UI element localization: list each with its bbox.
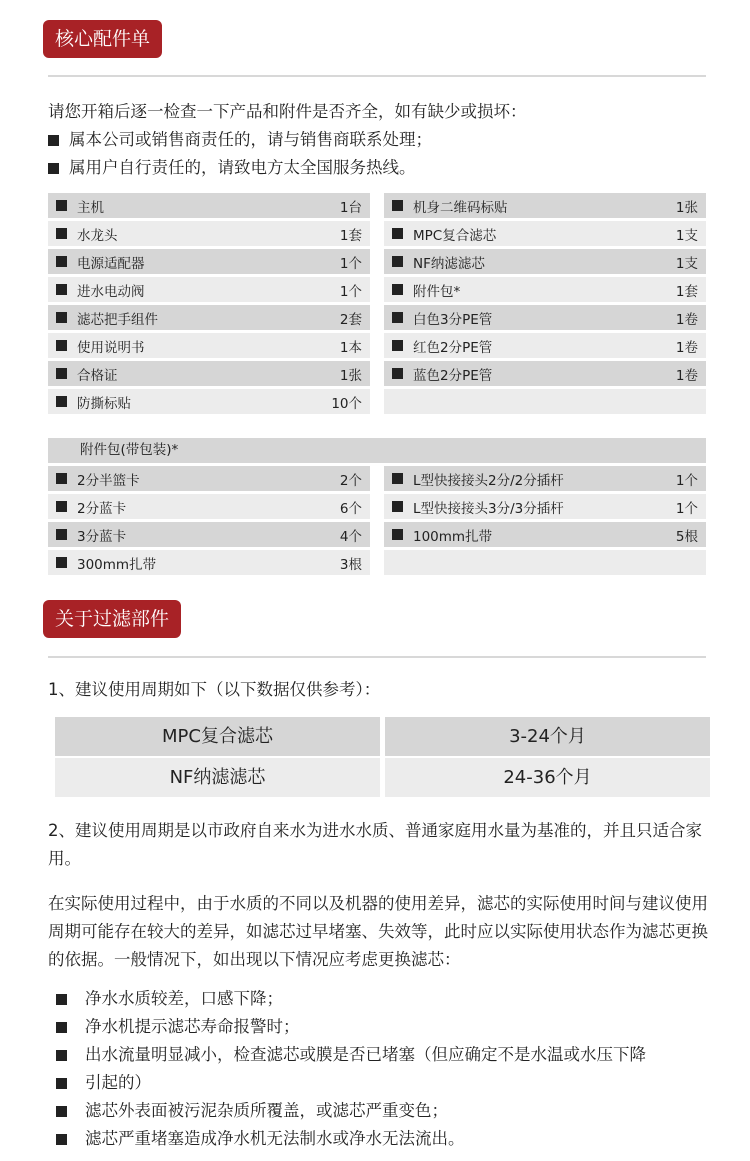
item-quantity: 10个 bbox=[331, 395, 362, 412]
table-row bbox=[384, 305, 706, 330]
table-row bbox=[48, 389, 370, 414]
item-quantity: 2套 bbox=[339, 311, 362, 328]
square-bullet-icon bbox=[56, 256, 67, 267]
square-bullet-icon bbox=[56, 1078, 67, 1089]
paragraph-1: 1、建议使用周期如下（以下数据仅供参考）： bbox=[48, 680, 381, 699]
item-name: 蓝色2分PE管 bbox=[413, 367, 493, 384]
filter-life-period: 24-36个月 bbox=[385, 758, 710, 797]
square-bullet-icon bbox=[392, 312, 403, 323]
item-name: L型快接接头2分/2分插杆 bbox=[413, 472, 564, 489]
square-bullet-icon bbox=[56, 396, 67, 407]
item-name: 300mm扎带 bbox=[77, 556, 157, 573]
list-item-text: 引起的） bbox=[85, 1073, 151, 1092]
divider bbox=[48, 656, 706, 658]
item-name: 滤芯把手组件 bbox=[77, 311, 158, 328]
table-row bbox=[48, 305, 370, 330]
table-row bbox=[384, 193, 706, 218]
item-name: 红色2分PE管 bbox=[413, 339, 493, 356]
item-quantity: 1个 bbox=[675, 500, 698, 517]
intro-bullet-text: 属本公司或销售商责任的，请与销售商联系处理； bbox=[69, 130, 432, 149]
item-quantity: 3根 bbox=[339, 556, 362, 573]
intro-text bbox=[48, 98, 527, 182]
item-quantity: 6个 bbox=[339, 500, 362, 517]
list-item-text: 出水流量明显减小，检查滤芯或膜是否已堵塞（但应确定不是水温或水压下降 bbox=[85, 1045, 646, 1064]
table-row bbox=[384, 333, 706, 358]
table-row bbox=[48, 550, 370, 575]
square-bullet-icon bbox=[56, 1050, 67, 1061]
table-row bbox=[384, 221, 706, 246]
item-quantity: 1套 bbox=[339, 227, 362, 244]
table-row bbox=[48, 494, 370, 519]
item-name: 2分半篮卡 bbox=[77, 472, 140, 489]
item-quantity: 1卷 bbox=[675, 367, 698, 384]
table-row bbox=[48, 277, 370, 302]
section-title-filters: 关于过滤部件 bbox=[43, 600, 181, 638]
item-quantity: 1支 bbox=[675, 255, 698, 272]
filter-life-period: 3-24个月 bbox=[385, 717, 710, 756]
item-name: 水龙头 bbox=[77, 227, 118, 244]
item-quantity: 1张 bbox=[339, 367, 362, 384]
square-bullet-icon bbox=[56, 473, 67, 484]
filter-name: MPC复合滤芯 bbox=[55, 717, 380, 756]
accessory-table bbox=[48, 466, 706, 575]
item-quantity: 2个 bbox=[339, 472, 362, 489]
item-quantity: 1张 bbox=[675, 199, 698, 216]
filter-name: NF纳滤滤芯 bbox=[55, 758, 380, 797]
item-name: 主机 bbox=[77, 199, 104, 216]
square-bullet-icon bbox=[392, 228, 403, 239]
square-bullet-icon bbox=[56, 1134, 67, 1145]
table-row bbox=[48, 249, 370, 274]
square-bullet-icon bbox=[392, 200, 403, 211]
section-title-core-parts: 核心配件单 bbox=[43, 20, 162, 58]
item-quantity: 1个 bbox=[339, 283, 362, 300]
intro-bullet bbox=[48, 126, 527, 154]
item-quantity: 1本 bbox=[339, 339, 362, 356]
square-bullet-icon bbox=[392, 473, 403, 484]
square-bullet-icon bbox=[56, 340, 67, 351]
square-bullet-icon bbox=[392, 256, 403, 267]
square-bullet-icon bbox=[56, 1106, 67, 1117]
list-item bbox=[56, 1097, 646, 1125]
table-row bbox=[384, 389, 706, 414]
table-row bbox=[48, 522, 370, 547]
parts-table bbox=[48, 193, 706, 414]
item-quantity: 1套 bbox=[675, 283, 698, 300]
list-item bbox=[56, 1069, 646, 1097]
list-item bbox=[56, 1041, 646, 1069]
table-row bbox=[48, 333, 370, 358]
item-name: 使用说明书 bbox=[77, 339, 145, 356]
intro-line: 请您开箱后逐一检查一下产品和附件是否齐全，如有缺少或损坏： bbox=[48, 102, 527, 121]
intro-bullet-text: 属用户自行责任的，请致电方太全国服务热线。 bbox=[69, 158, 416, 177]
square-bullet-icon bbox=[392, 501, 403, 512]
item-quantity: 5根 bbox=[675, 528, 698, 545]
square-bullet-icon bbox=[392, 529, 403, 540]
table-row bbox=[384, 550, 706, 575]
item-name: 3分蓝卡 bbox=[77, 528, 127, 545]
square-bullet-icon bbox=[56, 368, 67, 379]
table-row bbox=[48, 466, 370, 491]
replacement-conditions-list bbox=[56, 985, 646, 1153]
item-name: MPC复合滤芯 bbox=[413, 227, 497, 244]
item-quantity: 1个 bbox=[675, 472, 698, 489]
square-bullet-icon bbox=[56, 501, 67, 512]
list-item-text: 净水机提示滤芯寿命报警时； bbox=[85, 1017, 300, 1036]
item-quantity: 1支 bbox=[675, 227, 698, 244]
item-name: 防撕标贴 bbox=[77, 395, 131, 412]
item-name: 合格证 bbox=[77, 367, 118, 384]
square-bullet-icon bbox=[56, 312, 67, 323]
square-bullet-icon bbox=[56, 994, 67, 1005]
square-bullet-icon bbox=[56, 529, 67, 540]
square-bullet-icon bbox=[392, 284, 403, 295]
item-quantity: 1卷 bbox=[675, 339, 698, 356]
intro-bullet bbox=[48, 154, 527, 182]
square-bullet-icon bbox=[392, 368, 403, 379]
list-item-text: 净水水质较差，口感下降； bbox=[85, 989, 283, 1008]
item-name: 白色3分PE管 bbox=[413, 311, 493, 328]
item-name: 附件包* bbox=[413, 283, 461, 300]
square-bullet-icon bbox=[56, 228, 67, 239]
item-quantity: 4个 bbox=[339, 528, 362, 545]
filter-life-table bbox=[55, 717, 710, 797]
item-name: 2分蓝卡 bbox=[77, 500, 127, 517]
list-item-text: 滤芯外表面被污泥杂质所覆盖，或滤芯严重变色； bbox=[85, 1101, 448, 1120]
item-name: 机身二维码标贴 bbox=[413, 199, 508, 216]
item-name: 电源适配器 bbox=[77, 255, 145, 272]
paragraph-3: 在实际使用过程中，由于水质的不同以及机器的使用差异，滤芯的实际使用时间与建议使用周期可能存在较大的差异，如滤芯过早堵塞、失效等，此时应以实际使用状态作为滤芯更换的依据。一般情况下，如出现以下情况应考虑更换滤芯： bbox=[48, 894, 708, 969]
square-bullet-icon bbox=[56, 284, 67, 295]
divider bbox=[48, 75, 706, 77]
square-bullet-icon bbox=[56, 200, 67, 211]
table-row bbox=[48, 361, 370, 386]
item-name: 进水电动阀 bbox=[77, 283, 145, 300]
item-quantity: 1台 bbox=[339, 199, 362, 216]
table-row bbox=[48, 221, 370, 246]
table-row bbox=[48, 193, 370, 218]
square-bullet-icon bbox=[48, 163, 59, 174]
item-quantity: 1卷 bbox=[675, 311, 698, 328]
table-row bbox=[384, 466, 706, 491]
paragraph-2: 2、建议使用周期是以市政府自来水为进水水质、普通家庭用水量为基准的，并且只适合家用。 bbox=[48, 821, 702, 868]
table-row bbox=[384, 522, 706, 547]
list-item bbox=[56, 985, 646, 1013]
square-bullet-icon bbox=[56, 1022, 67, 1033]
square-bullet-icon bbox=[48, 135, 59, 146]
accessory-pack-header: 附件包(带包装)* bbox=[48, 438, 706, 463]
item-name: L型快接接头3分/3分插杆 bbox=[413, 500, 564, 517]
table-row bbox=[384, 249, 706, 274]
square-bullet-icon bbox=[392, 340, 403, 351]
table-row bbox=[384, 277, 706, 302]
table-row bbox=[384, 494, 706, 519]
list-item bbox=[56, 1125, 646, 1153]
item-name: 100mm扎带 bbox=[413, 528, 493, 545]
item-quantity: 1个 bbox=[339, 255, 362, 272]
table-row bbox=[384, 361, 706, 386]
list-item bbox=[56, 1013, 646, 1041]
square-bullet-icon bbox=[56, 557, 67, 568]
item-name: NF纳滤滤芯 bbox=[413, 255, 485, 272]
list-item-text: 滤芯严重堵塞造成净水机无法制水或净水无法流出。 bbox=[85, 1129, 465, 1148]
